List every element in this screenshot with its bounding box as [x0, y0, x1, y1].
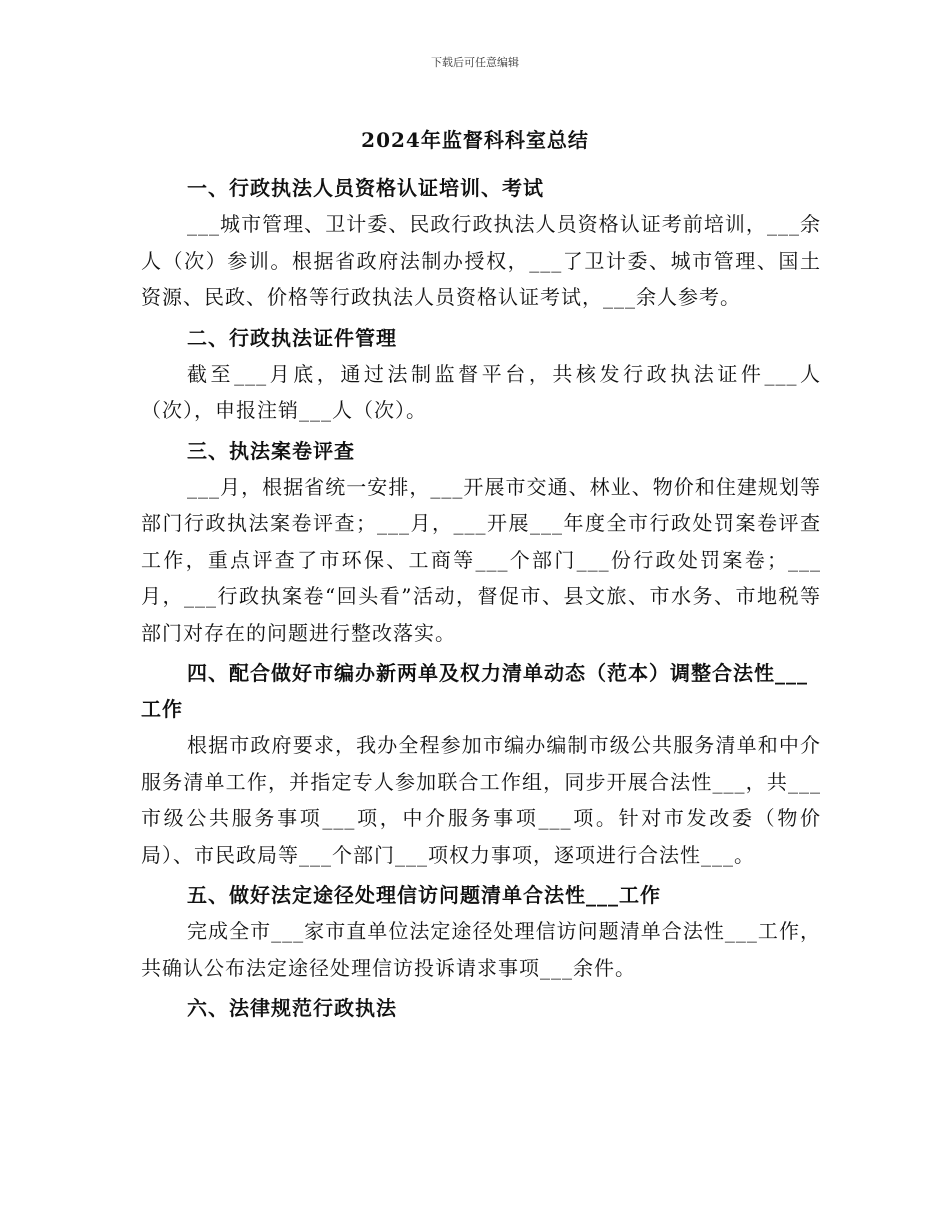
section-paragraph: ___月，根据省统一安排，___开展市交通、林业、物价和住建规划等部门行政执法案卷评查；___月，___开展___年度全市行政处罚案卷评查工作，重点评查了市环保、工商等___个部门___份行政处罚案卷；___月，___行政执案卷“回头看”活动，督促市、县文旅、市水务、市地税等部门对存在的问题进行整改落实。: [141, 474, 821, 645]
section-heading: 三、执法案卷评查: [187, 438, 355, 463]
section-4: [141, 655, 821, 873]
section-paragraph: ___城市管理、卫计委、民政行政执法人员资格认证考前培训，___余人（次）参训。根据省政府法制办授权，___了卫计委、城市管理、国土资源、民政、价格等行政执法人员资格认证考试，___余人参考。: [141, 212, 821, 309]
section-3: [141, 433, 821, 652]
document-title: 2024年监督科科室总结: [361, 128, 589, 152]
section-2: [141, 320, 821, 429]
document-body: [141, 170, 821, 1028]
section-6: [141, 990, 821, 1026]
section-paragraph: 根据市政府要求，我办全程参加市编办编制市级公共服务清单和中介服务清单工作，并指定专人参加联合工作组，同步开展合法性___，共___市级公共服务事项___项，中介服务事项___项。针对市发改委（物价局）、市民政局等___个部门___项权力事项，逐项进行合法性___。: [141, 733, 821, 867]
section-heading: 二、行政执法证件管理: [187, 325, 397, 350]
section-heading: 一、行政执法人员资格认证培训、考试: [187, 176, 544, 200]
section-heading: 四、配合做好市编办新两单及权力清单动态（范本）调整合法性___工作: [141, 661, 808, 721]
header-note: 下载后可任意编辑: [431, 56, 519, 69]
section-1: [141, 170, 821, 316]
section-paragraph: 截至___月底，通过法制监督平台，共核发行政执法证件___人（次），申报注销___人（次）。: [141, 361, 821, 422]
section-heading: 五、做好法定途径处理信访问题清单合法性___工作: [187, 883, 661, 907]
section-5: [141, 877, 821, 986]
section-paragraph: 完成全市___家市直单位法定途径处理信访问题清单合法性___工作，共确认公布法定途径处理信访投诉请求事项___余件。: [141, 919, 821, 980]
section-heading: 六、法律规范行政执法: [187, 996, 397, 1020]
